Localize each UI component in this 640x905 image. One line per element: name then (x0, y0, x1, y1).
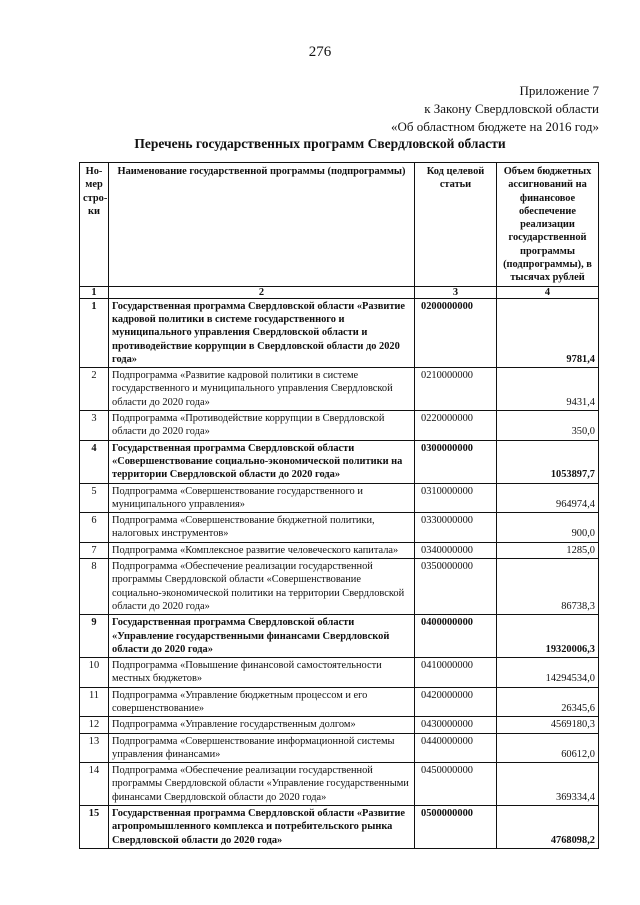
budget-value: 1053897,7 (497, 440, 599, 483)
table-row (80, 687, 599, 717)
target-code: 0430000000 (415, 717, 497, 733)
table-row (80, 806, 599, 849)
page-number: 276 (308, 44, 332, 60)
program-name: Подпрограмма «Обеспечение реализации государственной программы Свердловской области «Совершенствование социально-экономической политики на территории Свердловской области до 2020 года» (109, 559, 415, 615)
table-row (80, 658, 599, 688)
row-number: 10 (80, 658, 109, 688)
row-number: 7 (80, 542, 109, 558)
row-number: 2 (80, 368, 109, 411)
target-code: 0350000000 (415, 559, 497, 615)
target-code: 0210000000 (415, 368, 497, 411)
budget-value: 4768098,2 (497, 806, 599, 849)
header-value: Объем бюджетных ассигнований на финансовое обеспечение реализации государственной программы (подпрограммы), в тысячах рублей (497, 163, 599, 287)
target-code: 0310000000 (415, 483, 497, 513)
table-row (80, 542, 599, 558)
budget-value: 86738,3 (497, 559, 599, 615)
table-row (80, 483, 599, 513)
row-number: 3 (80, 411, 109, 441)
target-code: 0400000000 (415, 615, 497, 658)
program-name: Государственная программа Свердловской области «Совершенствование социально-экономической политики на территории Свердловской области до 2020 года» (109, 440, 415, 483)
target-code: 0500000000 (415, 806, 497, 849)
header-name: Наименование государственной программы (подпрограммы) (109, 163, 415, 287)
program-name: Государственная программа Свердловской области «Развитие кадровой политики в системе государственного и муниципального управления Свердловской области и противодействие коррупции в Свердловской области до 2020 года» (109, 298, 415, 367)
column-number-2: 2 (109, 286, 415, 298)
target-code: 0300000000 (415, 440, 497, 483)
column-number-row (80, 286, 599, 298)
program-name: Подпрограмма «Обеспечение реализации государственной программы Свердловской области «Управление государственными финансами Свердловской области до 2020 года» (109, 763, 415, 806)
table-row (80, 733, 599, 763)
program-name: Подпрограмма «Управление бюджетным процессом и его совершенствование» (109, 687, 415, 717)
table-row (80, 717, 599, 733)
target-code: 0450000000 (415, 763, 497, 806)
row-number: 12 (80, 717, 109, 733)
document-title: Перечень государственных программ Свердловской области (134, 136, 506, 151)
header-num: Но-мер стро-ки (80, 163, 109, 287)
program-name: Подпрограмма «Комплексное развитие человеческого капитала» (109, 542, 415, 558)
target-code: 0340000000 (415, 542, 497, 558)
table-row (80, 298, 599, 367)
table-row (80, 559, 599, 615)
table-row (80, 411, 599, 441)
program-name: Подпрограмма «Противодействие коррупции в Свердловской области до 2020 года» (109, 411, 415, 441)
row-number: 14 (80, 763, 109, 806)
appendix-block (391, 82, 599, 136)
column-number-1: 1 (80, 286, 109, 298)
target-code: 0200000000 (415, 298, 497, 367)
budget-value: 14294534,0 (497, 658, 599, 688)
row-number: 9 (80, 615, 109, 658)
target-code: 0410000000 (415, 658, 497, 688)
row-number: 8 (80, 559, 109, 615)
budget-value: 60612,0 (497, 733, 599, 763)
header-code: Код целевой статьи (415, 163, 497, 287)
budget-value: 964974,4 (497, 483, 599, 513)
appendix-line-3: «Об областном бюджете на 2016 год» (391, 119, 599, 134)
program-name: Государственная программа Свердловской области «Развитие агропромышленного комплекса и потребительского рынка Свердловской области до 2020 года» (109, 806, 415, 849)
row-number: 15 (80, 806, 109, 849)
budget-value: 350,0 (497, 411, 599, 441)
target-code: 0440000000 (415, 733, 497, 763)
appendix-line-2: к Закону Свердловской области (424, 101, 599, 116)
table-row (80, 615, 599, 658)
program-name: Подпрограмма «Развитие кадровой политики в системе государственного и муниципального управления Свердловской области до 2020 года» (109, 368, 415, 411)
budget-value: 1285,0 (497, 542, 599, 558)
program-name: Подпрограмма «Управление государственным долгом» (109, 717, 415, 733)
program-name: Подпрограмма «Повышение финансовой самостоятельности местных бюджетов» (109, 658, 415, 688)
budget-value: 4569180,3 (497, 717, 599, 733)
budget-value: 369334,4 (497, 763, 599, 806)
budget-value: 19320006,3 (497, 615, 599, 658)
budget-value: 900,0 (497, 513, 599, 543)
table-row (80, 763, 599, 806)
target-code: 0420000000 (415, 687, 497, 717)
target-code: 0330000000 (415, 513, 497, 543)
row-number: 11 (80, 687, 109, 717)
program-name: Подпрограмма «Совершенствование бюджетной политики, налоговых инструментов» (109, 513, 415, 543)
row-number: 1 (80, 298, 109, 367)
table-row (80, 513, 599, 543)
target-code: 0220000000 (415, 411, 497, 441)
appendix-line-1: Приложение 7 (519, 83, 599, 98)
header-row (80, 163, 599, 287)
budget-value: 9431,4 (497, 368, 599, 411)
column-number-3: 3 (415, 286, 497, 298)
table-row (80, 368, 599, 411)
program-name: Подпрограмма «Совершенствование информационной системы управления финансами» (109, 733, 415, 763)
row-number: 4 (80, 440, 109, 483)
program-name: Государственная программа Свердловской области «Управление государственными финансами Свердловской области до 2020 года» (109, 615, 415, 658)
column-number-4: 4 (497, 286, 599, 298)
row-number: 6 (80, 513, 109, 543)
row-number: 13 (80, 733, 109, 763)
budget-value: 26345,6 (497, 687, 599, 717)
row-number: 5 (80, 483, 109, 513)
program-name: Подпрограмма «Совершенствование государственного и муниципального управления» (109, 483, 415, 513)
budget-value: 9781,4 (497, 298, 599, 367)
programs-table (79, 162, 599, 849)
table-row (80, 440, 599, 483)
